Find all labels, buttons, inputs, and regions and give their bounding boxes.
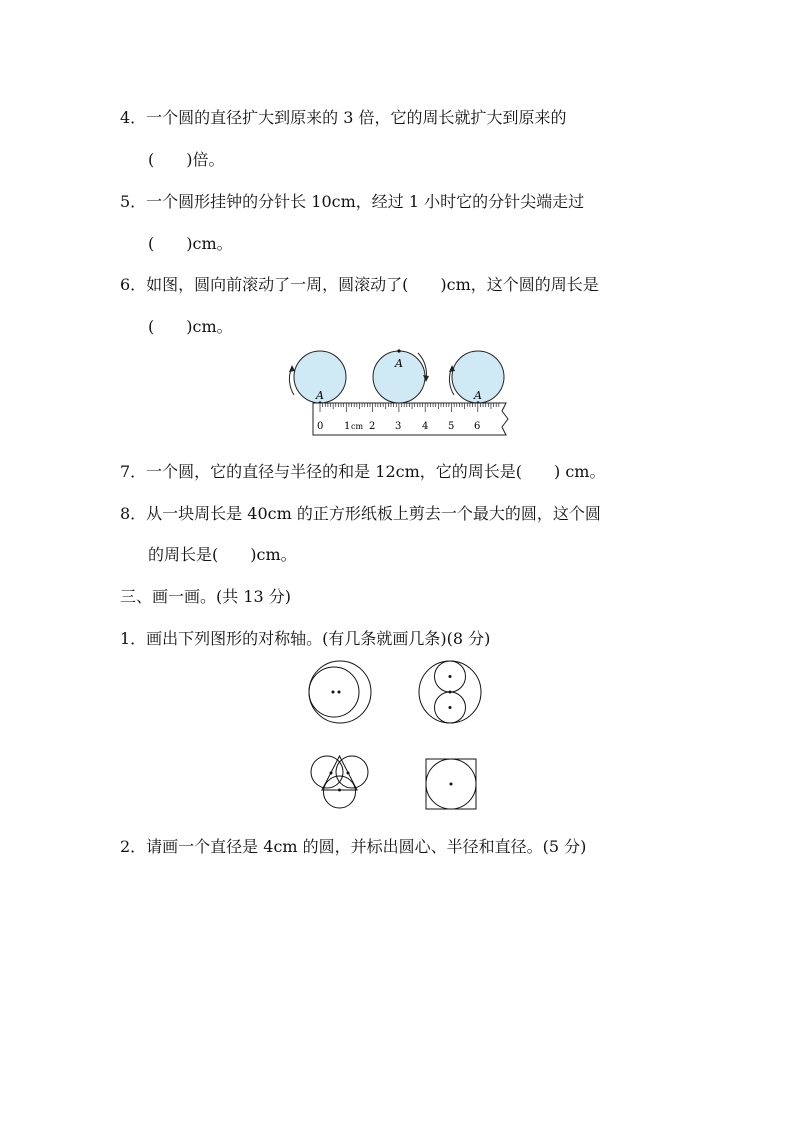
shape-circle-in-square: [426, 759, 476, 809]
q8-line2: 的周长是( )cm。: [148, 545, 297, 564]
section3-q1: 1．画出下列图形的对称轴。(有几条就画几条)(8 分): [120, 629, 491, 648]
section3-title: 三、画一画。(共 13 分): [120, 587, 292, 606]
ruler-label-4: 4: [422, 421, 429, 432]
rolling-circle-figure: [280, 345, 520, 445]
q6-line1: 6．如图，圆向前滚动了一周，圆滚动了( )cm，这个圆的周长是: [120, 275, 599, 294]
q8-line1: 8．从一块周长是 40cm 的正方形纸板上剪去一个最大的圆，这个圆: [120, 504, 601, 523]
q4-line2: ( )倍。: [148, 150, 225, 169]
q5-line2: ( )cm。: [148, 234, 233, 253]
ruler-label-0: 0: [317, 421, 324, 432]
symmetry-shapes-figure: [300, 655, 490, 815]
ruler-label-cm: cm: [351, 422, 364, 431]
ruler-label-1: 1: [344, 421, 351, 432]
q7-line1: 7．一个圆，它的直径与半径的和是 12cm，它的周长是( ) cm。: [120, 462, 606, 481]
q5-line1: 5．一个圆形挂钟的分针长 10cm，经过 1 小时它的分针尖端走过: [120, 192, 585, 211]
ruler-label-3: 3: [395, 421, 402, 432]
ruler-label-5: 5: [448, 421, 455, 432]
q4-line1: 4．一个圆的直径扩大到原来的 3 倍，它的周长就扩大到原来的: [120, 108, 567, 127]
ruler-label-6: 6: [474, 421, 481, 432]
shape-crescent: [309, 661, 371, 723]
ruler-label-2: 2: [369, 421, 376, 432]
label-a-middle: A: [395, 357, 403, 370]
section3-q2: 2．请画一个直径是 4cm 的圆，并标出圆心、半径和直径。(5 分): [120, 837, 587, 856]
shape-three-circles: [311, 756, 368, 808]
label-a-end: A: [474, 389, 482, 402]
label-a-start: A: [316, 389, 324, 402]
q6-line2: ( )cm。: [148, 317, 233, 336]
shape-double-circle: [419, 661, 481, 723]
